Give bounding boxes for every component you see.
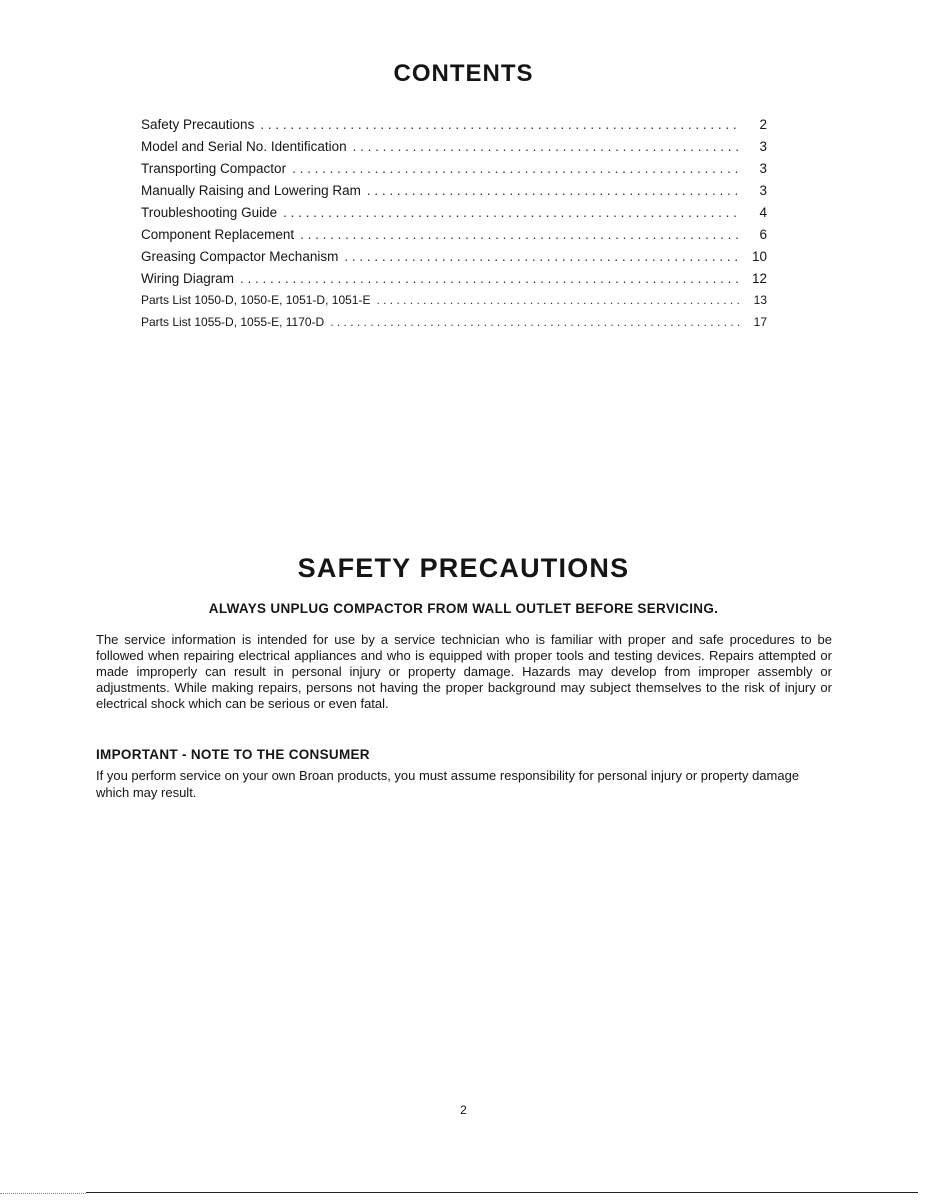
contents-heading: CONTENTS	[393, 60, 534, 87]
toc-leader-dots	[240, 271, 741, 286]
toc-entry-label: Component Replacement	[141, 227, 295, 242]
toc-entry[interactable]	[141, 183, 767, 205]
toc-entry[interactable]	[141, 205, 767, 227]
toc-entry-label: Model and Serial No. Identification	[141, 139, 347, 154]
table-of-contents	[141, 117, 767, 337]
safety-precautions-heading: SAFETY PRECAUTIONS	[297, 553, 630, 583]
unplug-warning: ALWAYS UNPLUG COMPACTOR FROM WALL OUTLET BEFORE SERVICING.	[208, 601, 719, 616]
toc-entry-label: Manually Raising and Lowering Ram	[141, 183, 361, 198]
toc-leader-dots	[376, 293, 741, 307]
toc-entry-page: 4	[759, 205, 767, 220]
toc-entry-label: Transporting Compactor	[141, 161, 287, 176]
consumer-note-paragraph: If you perform service on your own Broan products, you must assume responsibility for personal injury or property damage which may result.	[96, 768, 800, 800]
toc-entry-label: Safety Precautions	[141, 117, 255, 132]
toc-entry-label: Troubleshooting Guide	[141, 205, 278, 220]
toc-leader-dots	[330, 315, 741, 329]
toc-leader-dots	[367, 183, 741, 198]
toc-entry-label: Parts List 1055-D, 1055-E, 1170-D	[141, 315, 325, 329]
toc-entry-page: 12	[751, 271, 767, 286]
toc-entry[interactable]	[141, 315, 767, 337]
bottom-rule-dotted	[0, 1193, 86, 1194]
toc-entry-label: Parts List 1050-D, 1050-E, 1051-D, 1051-E	[141, 293, 371, 307]
toc-entry-page: 3	[759, 161, 767, 176]
toc-entry[interactable]	[141, 161, 767, 183]
toc-entry-page: 17	[753, 315, 767, 329]
toc-entry-page: 3	[759, 139, 767, 154]
page-number: 2	[460, 1103, 467, 1117]
toc-entry-page: 3	[759, 183, 767, 198]
toc-leader-dots	[353, 139, 741, 154]
toc-leader-dots	[283, 205, 741, 220]
toc-entry-label: Greasing Compactor Mechanism	[141, 249, 339, 264]
toc-entry[interactable]	[141, 227, 767, 249]
bottom-rule	[86, 1192, 918, 1193]
toc-entry-label: Wiring Diagram	[141, 271, 235, 286]
toc-entry[interactable]	[141, 139, 767, 161]
toc-entry-page: 2	[759, 117, 767, 132]
toc-leader-dots	[344, 249, 741, 264]
toc-entry[interactable]	[141, 271, 767, 293]
toc-leader-dots	[300, 227, 741, 242]
consumer-note-heading: IMPORTANT - NOTE TO THE CONSUMER	[96, 747, 370, 762]
toc-entry-page: 13	[753, 293, 767, 307]
toc-entry-page: 10	[751, 249, 767, 264]
toc-leader-dots	[260, 117, 741, 132]
toc-entry[interactable]	[141, 249, 767, 271]
toc-entry[interactable]	[141, 293, 767, 315]
toc-entry[interactable]	[141, 117, 767, 139]
safety-body-paragraph: The service information is intended for use by a service technician who is familiar with proper and safe procedures to be followed when repairing electrical appliances and who is equipped with proper tools and testing devices. Repairs attempted or made improperly can result in personal injury or property damage. Hazards may develop from improper assembly or adjustments. While making repairs, persons not having the proper background may subject themselves to the risk of injury or electrical shock which can be serious or even fatal.	[96, 632, 832, 711]
toc-entry-page: 6	[759, 227, 767, 242]
toc-leader-dots	[292, 161, 741, 176]
